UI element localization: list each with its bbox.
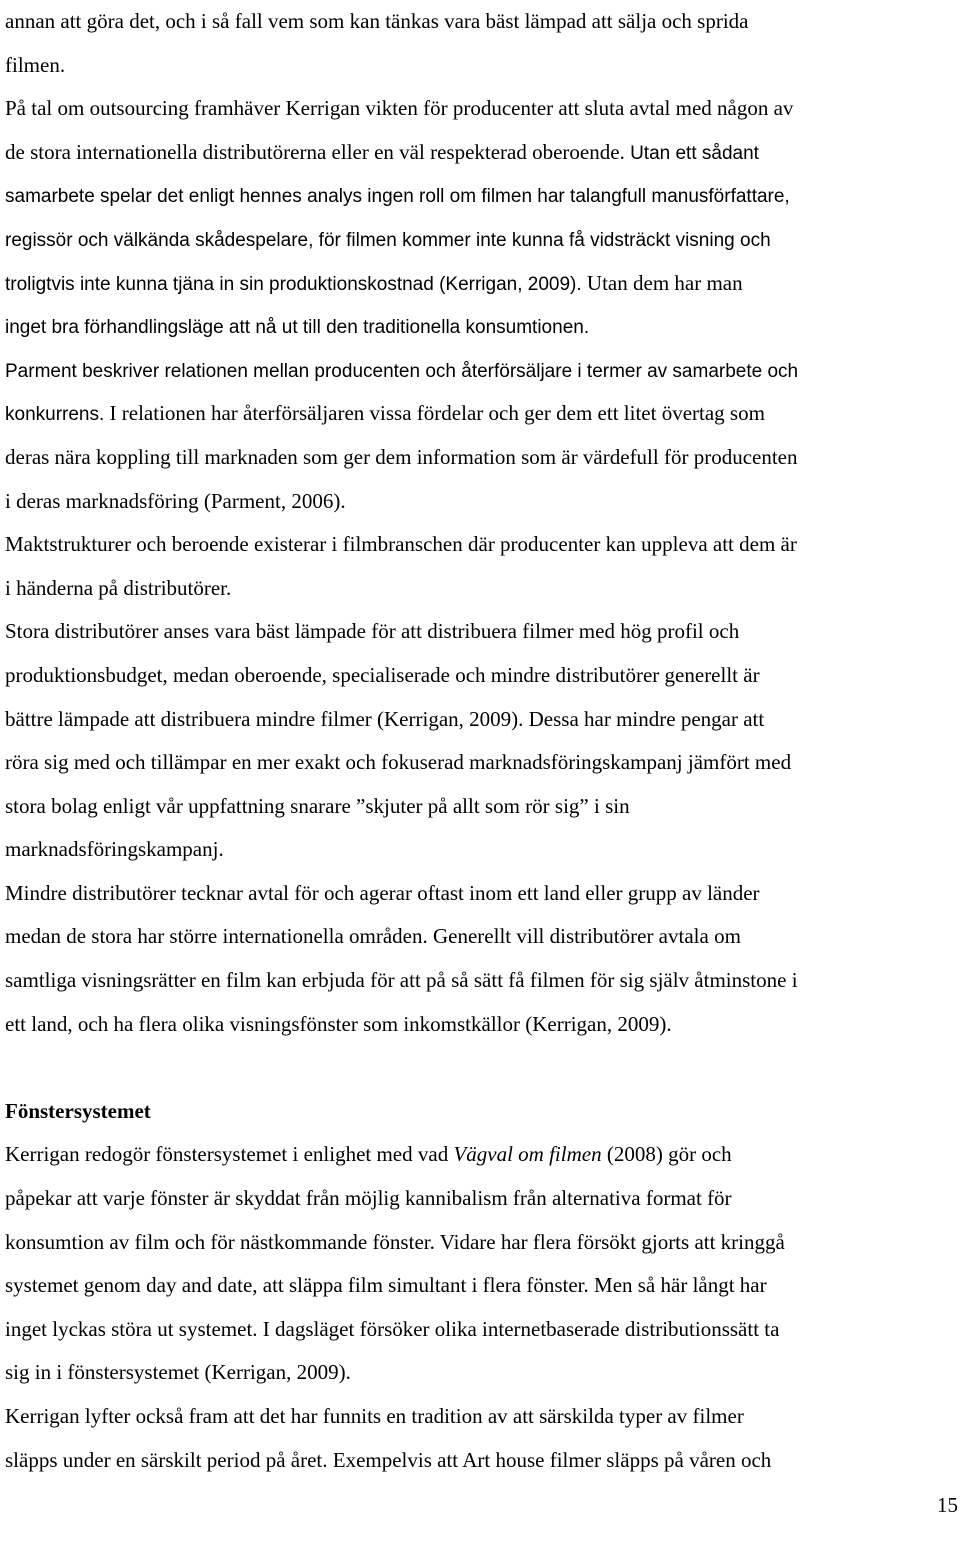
text-line bbox=[5, 0, 955, 44]
page-number: 15 bbox=[937, 1493, 958, 1517]
text-line bbox=[5, 828, 955, 872]
text-line bbox=[5, 349, 955, 393]
text-segment: systemet genom day and date, att släppa film simultant i flera fönster. Men så här långt har bbox=[5, 1273, 767, 1298]
text-segment: bättre lämpade att distribuera mindre filmer (Kerrigan, 2009). Dessa har mindre pengar att bbox=[5, 706, 765, 731]
text-segment: konkurrens. bbox=[5, 404, 105, 426]
text-line bbox=[5, 1439, 955, 1483]
text-segment: regissör och välkända skådespelare, för filmen kommer inte kunna få vidsträckt visning och bbox=[5, 229, 771, 251]
section-heading: Fönstersystemet bbox=[5, 1098, 151, 1123]
text-segment: På tal om outsourcing framhäver Kerrigan vikten för producenter att sluta avtal med någon av bbox=[5, 96, 794, 121]
text-segment: i händerna på distributörer. bbox=[5, 575, 232, 600]
text-segment: inget lyckas störa ut systemet. I dagsläget försöker olika internetbaserade distributionssätt ta bbox=[5, 1316, 780, 1341]
text-segment: marknadsföringskampanj. bbox=[5, 837, 224, 862]
text-segment: medan de stora har större internationella områden. Generellt vill distributörer avtala om bbox=[5, 924, 741, 949]
text-segment: filmen. bbox=[5, 52, 66, 77]
text-line bbox=[5, 262, 955, 306]
text-line bbox=[5, 1395, 955, 1439]
text-line bbox=[5, 915, 955, 959]
text-line bbox=[5, 567, 955, 611]
text-segment: konsumtion av film och för nästkommande fönster. Vidare har flera försökt gjorts att kringgå bbox=[5, 1229, 785, 1254]
text-segment: troligtvis inte kunna tjäna in sin produktionskostnad (Kerrigan, 2009). bbox=[5, 273, 582, 295]
text-segment: påpekar att varje fönster är skyddat från möjlig kannibalism från alternativa format för bbox=[5, 1186, 732, 1211]
text-line bbox=[5, 480, 955, 524]
blank-line bbox=[5, 1046, 955, 1090]
text-segment: de stora internationella distributörerna eller en väl respekterad oberoende. bbox=[5, 139, 631, 164]
text-segment: Utan dem har man bbox=[581, 270, 743, 295]
text-segment: stora bolag enligt vår uppfattning snarare ”skjuter på allt som rör sig” i sin bbox=[5, 793, 630, 818]
text-segment: annan att göra det, och i så fall vem som kan tänkas vara bäst lämpad att sälja och sprida bbox=[5, 9, 749, 33]
text-line bbox=[5, 87, 955, 131]
text-segment: (2008) gör och bbox=[601, 1142, 732, 1167]
text-segment: släpps under en särskilt period på året. Exempelvis att Art house filmer släpps på våren och bbox=[5, 1447, 772, 1472]
text-segment: Parment beskriver relationen mellan producenten och återförsäljare i termer av samarbete och bbox=[5, 360, 799, 382]
text-segment: inget bra förhandlingsläge att nå ut till den traditionella konsumtionen. bbox=[5, 317, 590, 339]
text-line bbox=[5, 436, 955, 480]
text-line bbox=[5, 959, 955, 1003]
text-line bbox=[5, 610, 955, 654]
text-segment: i deras marknadsföring (Parment, 2006). bbox=[5, 488, 346, 513]
text-line bbox=[5, 174, 955, 218]
text-segment: Utan ett sådant bbox=[630, 142, 759, 164]
text-line bbox=[5, 523, 955, 567]
text-segment: samtliga visningsrätter en film kan erbjuda för att på så sätt få filmen för sig själv åtminstone i bbox=[5, 968, 798, 993]
text-segment: Kerrigan lyfter också fram att det har funnits en tradition av att särskilda typer av filmer bbox=[5, 1404, 744, 1428]
text-line bbox=[5, 1308, 955, 1352]
text-line bbox=[5, 131, 955, 175]
text-line bbox=[5, 392, 955, 436]
text-line bbox=[5, 741, 955, 785]
text-line bbox=[5, 1264, 955, 1308]
text-line bbox=[5, 872, 955, 916]
text-segment: I relationen har återförsäljaren vissa fördelar och ger dem ett litet övertag som bbox=[104, 401, 765, 426]
text-line bbox=[5, 1221, 955, 1265]
text-segment: produktionsbudget, medan oberoende, specialiserade och mindre distributörer generellt är bbox=[5, 662, 760, 687]
text-segment: samarbete spelar det enligt hennes analys ingen roll om filmen har talangfull manusförfattare, bbox=[5, 186, 790, 208]
text-segment: röra sig med och tillämpar en mer exakt och fokuserad marknadsföringskampanj jämfört med bbox=[5, 750, 792, 775]
text-line bbox=[5, 44, 955, 88]
text-segment: deras nära koppling till marknaden som ger dem information som är värdefull för producenten bbox=[5, 444, 798, 469]
text-segment: Stora distributörer anses vara bäst lämpade för att distribuera filmer med hög profil och bbox=[5, 619, 740, 644]
text-segment: Vägval om filmen bbox=[453, 1142, 602, 1167]
text-line bbox=[5, 1351, 955, 1395]
text-line bbox=[5, 1003, 955, 1047]
text-line bbox=[5, 1133, 955, 1177]
document-page bbox=[5, 0, 955, 1482]
text-line bbox=[5, 654, 955, 698]
text-line bbox=[5, 218, 955, 262]
text-segment: ett land, och ha flera olika visningsfönster som inkomstkällor (Kerrigan, 2009). bbox=[5, 1011, 672, 1036]
text-segment: Mindre distributörer tecknar avtal för och agerar oftast inom ett land eller grupp av länder bbox=[5, 880, 760, 905]
text-line bbox=[5, 305, 955, 349]
text-line bbox=[5, 1090, 955, 1134]
text-line bbox=[5, 785, 955, 829]
text-segment: sig in i fönstersystemet (Kerrigan, 2009). bbox=[5, 1360, 351, 1385]
text-segment: Maktstrukturer och beroende existerar i filmbranschen där producenter kan uppleva att dem är bbox=[5, 532, 797, 557]
text-segment: Kerrigan redogör fönstersystemet i enlighet med vad bbox=[5, 1142, 454, 1167]
text-line bbox=[5, 1177, 955, 1221]
text-line bbox=[5, 698, 955, 742]
